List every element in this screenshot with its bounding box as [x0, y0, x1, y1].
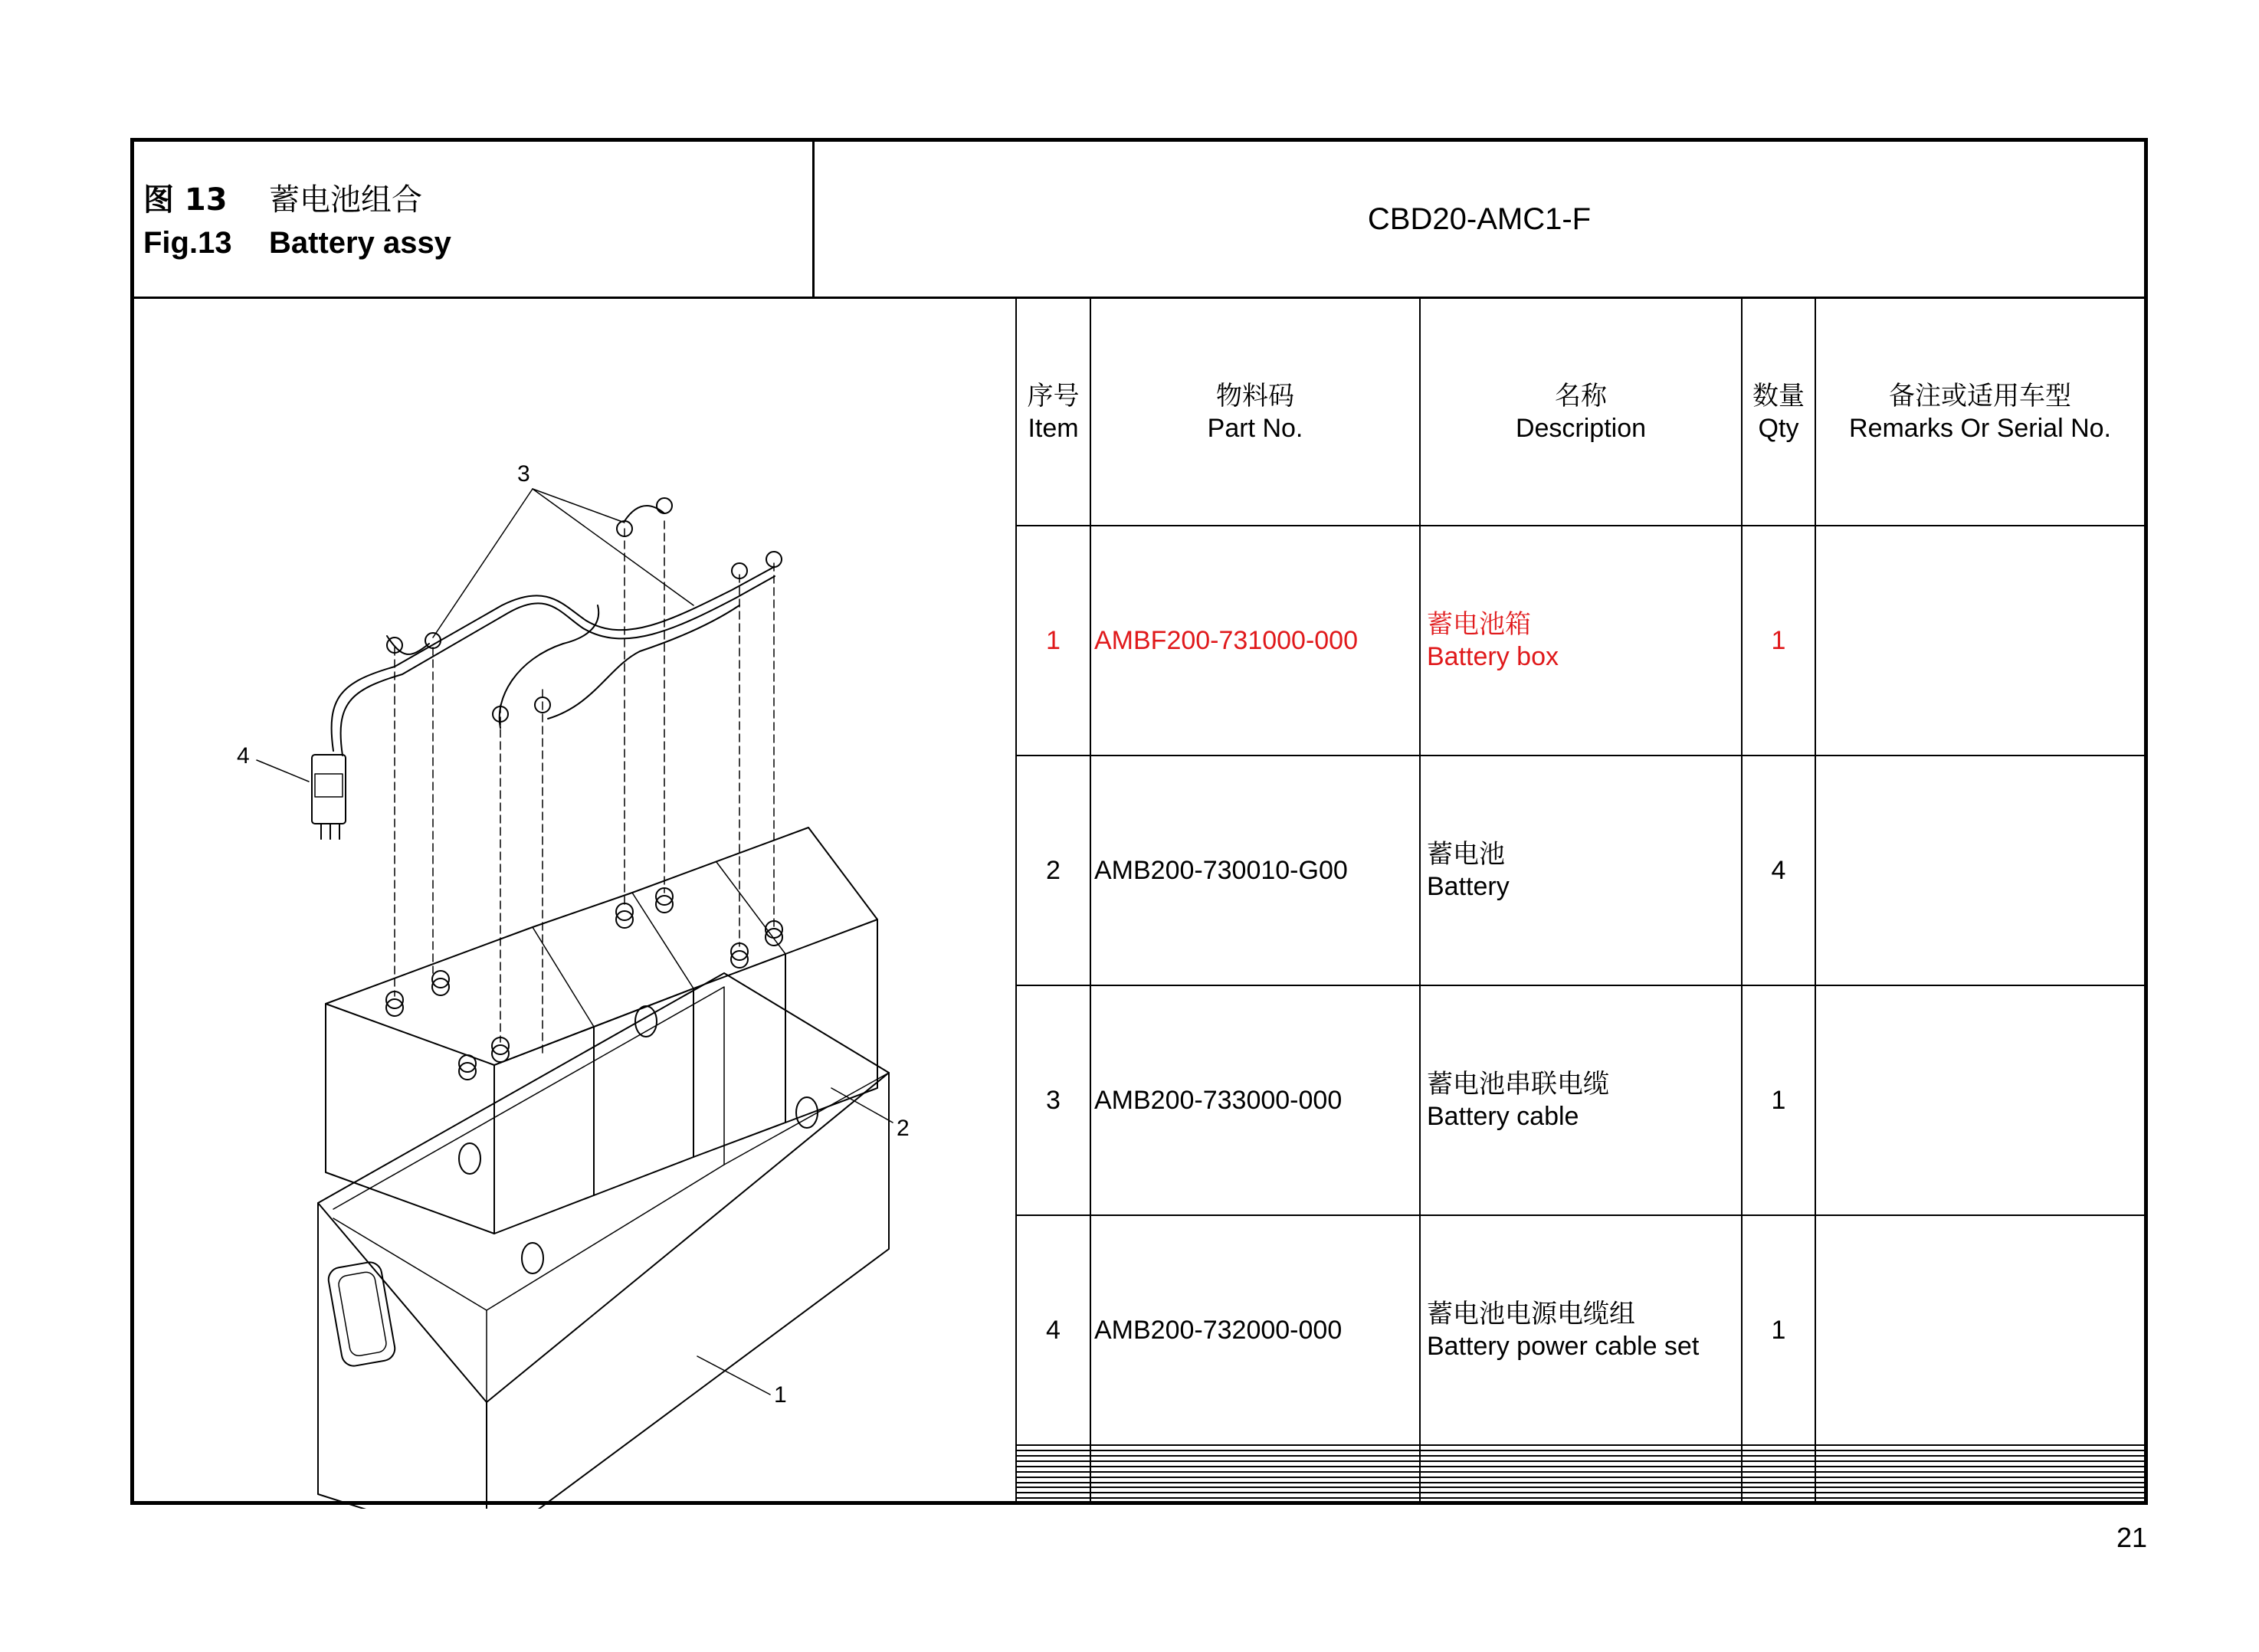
empty-cell	[1742, 1445, 1815, 1450]
callout-1: 1	[774, 1382, 787, 1408]
parts-table	[1017, 299, 2144, 1501]
column-header-en: Part No.	[1207, 413, 1303, 443]
empty-cell	[1090, 1472, 1420, 1477]
remarks-cell	[1815, 526, 2144, 756]
empty-cell	[1017, 1487, 1090, 1493]
remarks-cell	[1815, 756, 2144, 985]
empty-table-row	[1017, 1461, 2144, 1467]
assembly-guide-lines	[395, 521, 774, 1054]
column-header	[1017, 299, 1090, 526]
qty-cell: 4	[1742, 756, 1815, 985]
empty-cell	[1420, 1477, 1742, 1483]
figure-number-en: Fig.13	[143, 226, 232, 260]
battery-cables-drawing	[312, 498, 782, 839]
empty-cell	[1420, 1483, 1742, 1488]
description-cell	[1420, 985, 1742, 1215]
column-header-en: Remarks Or Serial No.	[1849, 413, 2111, 443]
description-en: Battery box	[1427, 642, 1559, 672]
description-cn: 蓄电池串联电缆	[1427, 1068, 1609, 1100]
empty-cell	[1090, 1477, 1420, 1483]
figure-title-block	[134, 142, 815, 299]
empty-table-row	[1017, 1467, 2144, 1472]
empty-table-row	[1017, 1498, 2144, 1501]
description-cell	[1420, 756, 1742, 985]
column-header	[1420, 299, 1742, 526]
qty-cell: 1	[1742, 526, 1815, 756]
empty-cell	[1017, 1477, 1090, 1483]
empty-cell	[1742, 1487, 1815, 1493]
column-header-cn: 数量	[1752, 380, 1805, 411]
empty-cell	[1017, 1472, 1090, 1477]
empty-cell	[1815, 1461, 2144, 1467]
exploded-drawing	[134, 299, 1015, 1509]
empty-cell	[1017, 1493, 1090, 1498]
empty-cell	[1090, 1450, 1420, 1456]
empty-cell	[1742, 1467, 1815, 1472]
empty-cell	[1815, 1467, 2144, 1472]
column-header-en: Item	[1028, 413, 1079, 443]
part-no-cell: AMBF200-731000-000	[1090, 526, 1420, 756]
empty-cell	[1742, 1493, 1815, 1498]
empty-cell	[1742, 1456, 1815, 1461]
empty-cell	[1017, 1483, 1090, 1488]
description-cn: 蓄电池电源电缆组	[1427, 1298, 1635, 1329]
empty-table-row	[1017, 1483, 2144, 1488]
empty-cell	[1420, 1445, 1742, 1450]
empty-cell	[1017, 1456, 1090, 1461]
empty-cell	[1420, 1472, 1742, 1477]
part-no-cell: AMB200-730010-G00	[1090, 756, 1420, 985]
table-row	[1017, 985, 2144, 1215]
table-row	[1017, 526, 2144, 756]
callout-2: 2	[897, 1116, 910, 1141]
empty-cell	[1742, 1472, 1815, 1477]
empty-cell	[1420, 1461, 1742, 1467]
empty-cell	[1017, 1450, 1090, 1456]
empty-cell	[1420, 1456, 1742, 1461]
empty-cell	[1420, 1498, 1742, 1501]
empty-cell	[1420, 1450, 1742, 1456]
column-header-cn: 备注或适用车型	[1889, 380, 2071, 411]
empty-table-row	[1017, 1472, 2144, 1477]
empty-cell	[1815, 1483, 2144, 1488]
empty-cell	[1090, 1487, 1420, 1493]
column-header-en: Qty	[1758, 413, 1799, 443]
empty-cell	[1090, 1467, 1420, 1472]
empty-cell	[1815, 1445, 2144, 1450]
part-no-cell: AMB200-733000-000	[1090, 985, 1420, 1215]
empty-cell	[1815, 1487, 2144, 1493]
empty-table-row	[1017, 1450, 2144, 1456]
empty-table-row	[1017, 1493, 2144, 1498]
parts-sheet-frame	[130, 138, 2148, 1505]
column-header-cn: 序号	[1027, 380, 1080, 411]
empty-cell	[1815, 1456, 2144, 1461]
description-en: Battery power cable set	[1427, 1331, 1700, 1361]
empty-cell	[1742, 1450, 1815, 1456]
batteries-drawing	[326, 828, 893, 1234]
description-cn: 蓄电池箱	[1427, 609, 1531, 641]
column-header-cn: 名称	[1555, 380, 1607, 411]
item-cell: 1	[1017, 526, 1090, 756]
item-cell: 2	[1017, 756, 1090, 985]
table-header-row	[1017, 299, 2144, 526]
empty-cell	[1090, 1445, 1420, 1450]
callout-leaders	[257, 489, 693, 782]
description-en: Battery	[1427, 872, 1510, 902]
empty-cell	[1420, 1467, 1742, 1472]
empty-cell	[1815, 1498, 2144, 1501]
description-cell	[1420, 526, 1742, 756]
callout-3: 3	[517, 461, 530, 487]
table-row	[1017, 1215, 2144, 1445]
battery-box-drawing	[318, 973, 889, 1509]
empty-cell	[1420, 1487, 1742, 1493]
empty-cell	[1815, 1477, 2144, 1483]
empty-cell	[1742, 1498, 1815, 1501]
empty-cell	[1742, 1461, 1815, 1467]
parts-list	[1015, 299, 2144, 1501]
description-en: Battery cable	[1427, 1101, 1579, 1131]
callout-4: 4	[237, 743, 250, 769]
table-row	[1017, 756, 2144, 985]
remarks-cell	[1815, 1215, 2144, 1445]
empty-cell	[1420, 1493, 1742, 1498]
description-cell	[1420, 1215, 1742, 1445]
empty-cell	[1815, 1493, 2144, 1498]
empty-cell	[1090, 1483, 1420, 1488]
empty-cell	[1815, 1450, 2144, 1456]
empty-cell	[1742, 1483, 1815, 1488]
item-cell: 3	[1017, 985, 1090, 1215]
column-header	[1815, 299, 2144, 526]
column-header	[1742, 299, 1815, 526]
empty-cell	[1090, 1498, 1420, 1501]
empty-cell	[1815, 1472, 2144, 1477]
figure-name-en: Battery assy	[269, 226, 451, 260]
empty-cell	[1017, 1498, 1090, 1501]
model-block	[815, 142, 2144, 299]
empty-table-row	[1017, 1445, 2144, 1450]
figure-title-cn	[143, 175, 422, 219]
empty-table-row	[1017, 1477, 2144, 1483]
empty-cell	[1017, 1461, 1090, 1467]
empty-table-row	[1017, 1487, 2144, 1493]
column-header	[1090, 299, 1420, 526]
qty-cell: 1	[1742, 985, 1815, 1215]
description-cn: 蓄电池	[1427, 839, 1505, 870]
page-number: 21	[2116, 1522, 2147, 1553]
empty-cell	[1017, 1445, 1090, 1450]
figure-number-cn: 图 13	[143, 182, 228, 218]
figure-name-cn: 蓄电池组合	[269, 182, 422, 218]
remarks-cell	[1815, 985, 2144, 1215]
empty-cell	[1090, 1461, 1420, 1467]
battery-assembly-illustration	[134, 299, 1015, 1509]
column-header-en: Description	[1515, 413, 1647, 443]
part-no-cell: AMB200-732000-000	[1090, 1215, 1420, 1445]
empty-cell	[1742, 1477, 1815, 1483]
figure-title-en	[143, 226, 451, 261]
item-cell: 4	[1017, 1215, 1090, 1445]
column-header-cn: 物料码	[1216, 380, 1294, 411]
qty-cell: 1	[1742, 1215, 1815, 1445]
empty-cell	[1090, 1493, 1420, 1498]
empty-table-row	[1017, 1456, 2144, 1461]
model-code: CBD20-AMC1-F	[1367, 202, 1592, 236]
empty-cell	[1090, 1456, 1420, 1461]
empty-cell	[1017, 1467, 1090, 1472]
